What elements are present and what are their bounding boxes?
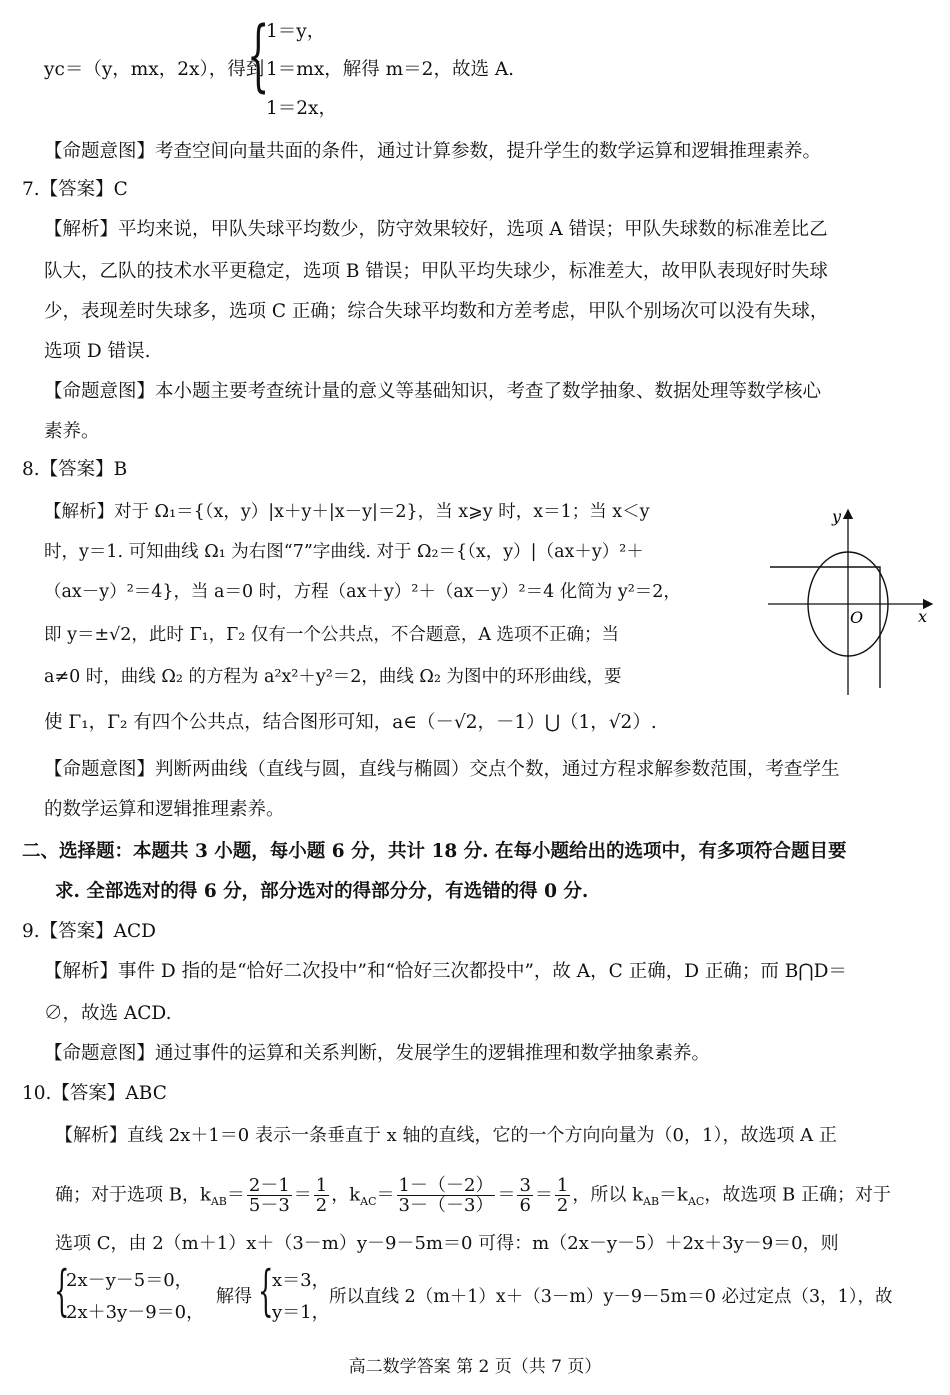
solve-text: 解得: [216, 1286, 252, 1307]
analysis-line: 【解析】直线 2x＋1＝0 表示一条垂直于 x 轴的直线，它的一个方向向量为（0，1），故选项 A 正: [55, 1125, 837, 1146]
text-run: ＝: [534, 1184, 553, 1206]
denominator: 2: [556, 1195, 569, 1216]
analysis-line: 【解析】事件 D 指的是“恰好二次投中”和“恰好三次都投中”，故 A，C 正确，D 正确；而 B⋂D＝: [44, 961, 847, 982]
numerator: 3: [519, 1175, 531, 1196]
analysis-line: 即 y＝±√2，此时 Γ₁，Γ₂ 仅有一个公共点，不合题意，A 选项不正确；当: [44, 625, 620, 645]
curve-figure: [760, 500, 940, 700]
numerator: 1: [556, 1175, 569, 1196]
intent-text: 的数学运算和逻辑推理素养。: [44, 799, 285, 820]
intent-text: 【命题意图】通过事件的运算和关系判断，发展学生的逻辑推理和数学抽象素养。: [44, 1043, 711, 1064]
text-run: ，故选项 B 正确；对于: [704, 1184, 891, 1206]
answer-heading: 7.【答案】C: [22, 179, 128, 200]
answer-heading: 10.【答案】ABC: [22, 1083, 167, 1104]
numerator: 1: [315, 1175, 328, 1196]
analysis-line: 【解析】平均来说，甲队失球平均数少，防守效果较好，选项 A 错误；甲队失球数的标准差比乙: [44, 219, 828, 240]
origin-label: O: [850, 608, 864, 627]
text-run: ＝: [376, 1184, 395, 1206]
numerator: 2－1: [248, 1175, 290, 1196]
answer-heading: 8.【答案】B: [22, 459, 128, 480]
text-run: ＝: [497, 1184, 516, 1206]
analysis-line: ∅，故选 ACD.: [44, 1003, 172, 1024]
intent-text: 素养。: [44, 421, 100, 442]
analysis-line: 队大，乙队的技术水平更稳定，选项 B 错误；甲队平均失球少，标准差大，故甲队表现好时失球: [44, 261, 828, 282]
analysis-line: 少，表现差时失球多，选项 C 正确；综合失球平均数和方差考虑，甲队个别场次可以没有失球，: [44, 301, 829, 322]
fraction: [555, 1176, 570, 1215]
system-line: 2x＋3y－9＝0，: [66, 1302, 205, 1323]
system-line: x＝3，: [272, 1270, 330, 1291]
fraction: [247, 1176, 292, 1215]
system-brace: {: [258, 1259, 274, 1322]
fraction: [397, 1176, 496, 1215]
system-line: 2x－y－5＝0，: [66, 1270, 193, 1291]
analysis-line: [55, 1176, 891, 1217]
system-line: 1＝mx，解得 m＝2，故选 A.: [266, 59, 515, 80]
vector-expression: yc＝（y，mx，2x），得到: [44, 59, 265, 80]
text-run: 确；对于选项 B，k: [55, 1184, 211, 1206]
text-run: ＝: [226, 1184, 245, 1206]
system-brace: {: [54, 1259, 70, 1322]
text-run: ，所以 k: [572, 1184, 643, 1206]
subscript: AC: [360, 1195, 377, 1209]
system-line: 1＝2x，: [266, 98, 337, 119]
subscript: AC: [687, 1195, 705, 1209]
page-footer: 高二数学答案 第 2 页（共 7 页）: [348, 1357, 602, 1377]
text-run: ＝: [293, 1184, 312, 1206]
analysis-line: 选项 D 错误.: [44, 341, 151, 362]
analysis-line: 时，y＝1. 可知曲线 Ω₁ 为右图“7”字曲线. 对于 Ω₂＝{（x，y）|（ax＋y）²＋: [44, 542, 644, 562]
subscript: AB: [643, 1195, 660, 1209]
conclusion-text: 所以直线 2（m＋1）x＋（3－m）y－9－5m＝0 必过定点（3，1），故: [329, 1287, 893, 1307]
fraction: [517, 1176, 532, 1215]
analysis-line: 选项 C，由 2（m＋1）x＋（3－m）y－9－5m＝0 可得：m（2x－y－5）＋2x＋3y－9＝0，则: [55, 1233, 839, 1254]
intent-text: 【命题意图】考查空间向量共面的条件，通过计算参数，提升学生的数学运算和逻辑推理素养。: [44, 141, 822, 162]
denominator: 5－3: [248, 1195, 290, 1216]
denominator: 3－（－3）: [398, 1195, 494, 1216]
answer-heading: 9.【答案】ACD: [22, 921, 156, 942]
analysis-line: a≠0 时，曲线 Ω₂ 的方程为 a²x²＋y²＝2，曲线 Ω₂ 为图中的环形曲线，要: [44, 667, 622, 687]
fraction: [314, 1176, 329, 1215]
section-heading: 求. 全部选对的得 6 分，部分选对的得部分分，有选错的得 0 分.: [55, 881, 589, 902]
analysis-line: 【解析】对于 Ω₁＝{（x，y）|x＋y＋|x－y|＝2}，当 x⩾y 时，x＝1；当 x＜y: [44, 502, 650, 522]
subscript: AB: [210, 1195, 227, 1209]
numerator: 1－（－2）: [398, 1175, 494, 1196]
system-brace: {: [247, 11, 270, 101]
text-run: ＝k: [659, 1184, 688, 1206]
y-axis-label: y: [832, 507, 842, 526]
system-line: 1＝y，: [266, 21, 326, 42]
x-axis-label: x: [918, 607, 928, 626]
denominator: 6: [519, 1195, 531, 1216]
analysis-line: （ax－y）²＝4}，当 a＝0 时，方程（ax＋y）²＋（ax－y）²＝4 化简为 y²＝2，: [44, 582, 681, 602]
seven-curve: [770, 567, 880, 688]
denominator: 2: [315, 1195, 328, 1216]
intent-text: 【命题意图】本小题主要考查统计量的意义等基础知识，考查了数学抽象、数据处理等数学核心: [44, 381, 822, 402]
intent-text: 【命题意图】判断两曲线（直线与圆，直线与椭圆）交点个数，通过方程求解参数范围，考查学生: [44, 759, 840, 780]
text-run: ，k: [331, 1184, 361, 1206]
section-heading: 二、选择题：本题共 3 小题，每小题 6 分，共计 18 分. 在每小题给出的选项中，有多项符合题目要: [22, 841, 847, 862]
analysis-line: 使 Γ₁，Γ₂ 有四个公共点，结合图形可知，a∈（－√2，－1）⋃（1，√2）.: [44, 712, 657, 733]
system-line: y＝1，: [272, 1302, 330, 1323]
